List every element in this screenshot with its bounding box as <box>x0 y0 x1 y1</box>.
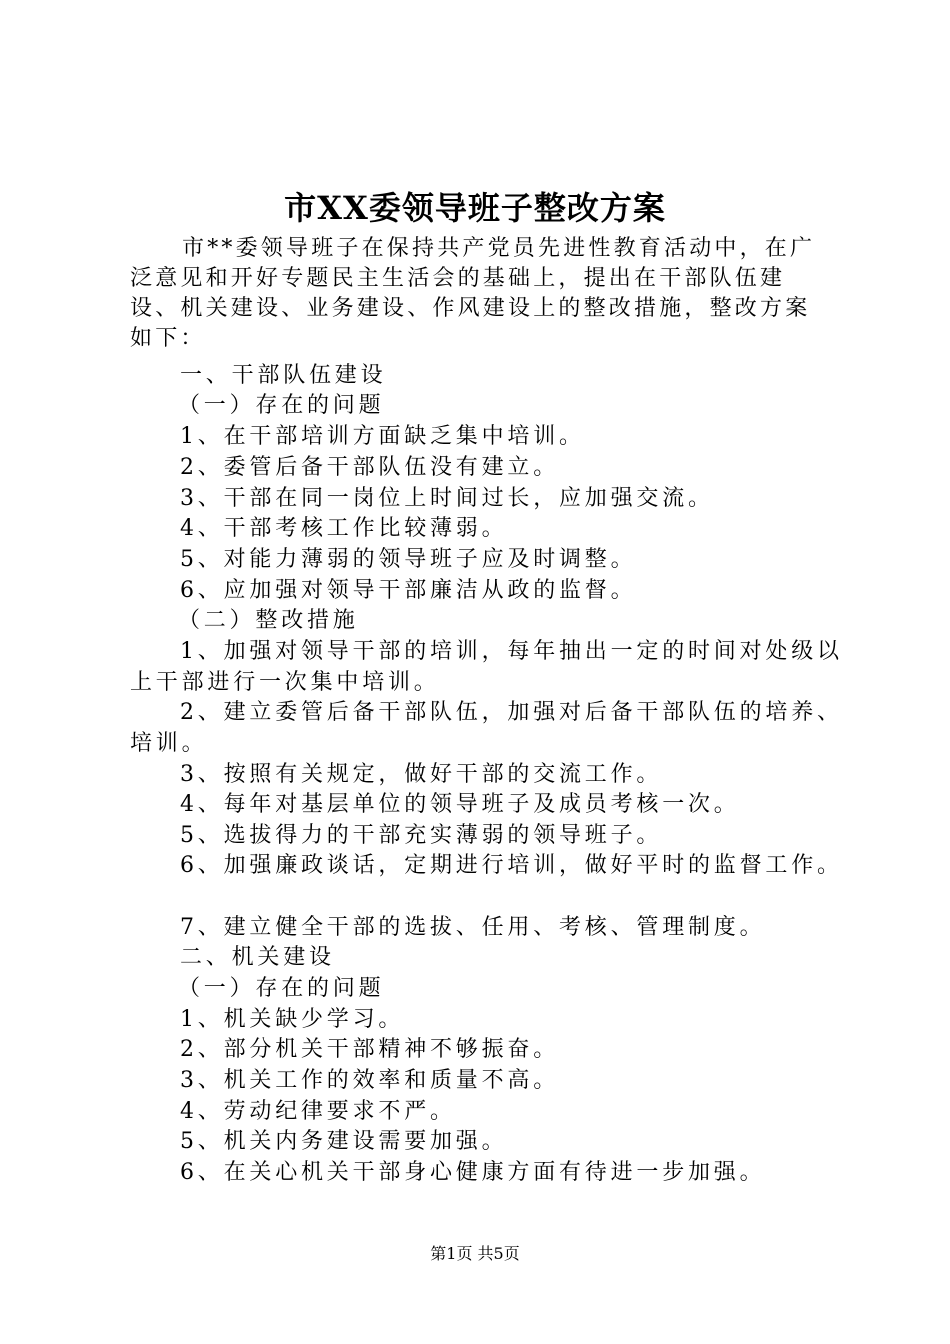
measure-item: 1、加强对领导干部的培训，每年抽出一定的时间对处级以 <box>180 639 843 664</box>
measure-item: 5、选拔得力的干部充实薄弱的领导班子。 <box>180 823 663 848</box>
measure-item-continued: 培训。 <box>130 731 208 756</box>
measure-item: 7、建立健全干部的选拔、任用、考核、管理制度。 <box>180 915 766 940</box>
subsection-measures-1: （二）整改措施 <box>178 608 359 633</box>
subsection-problems-1: （一）存在的问题 <box>178 393 385 418</box>
problem-item: 1、机关缺少学习。 <box>180 1007 405 1032</box>
problem-item: 6、应加强对领导干部廉洁从政的监督。 <box>180 578 637 603</box>
subsection-problems-2: （一）存在的问题 <box>178 976 385 1001</box>
problem-item: 2、委管后备干部队伍没有建立。 <box>180 455 559 480</box>
document-title: 市XX委领导班子整改方案 <box>284 189 666 227</box>
problem-item: 5、对能力薄弱的领导班子应及时调整。 <box>180 547 637 572</box>
problem-item: 4、干部考核工作比较薄弱。 <box>180 516 508 541</box>
problem-item: 3、干部在同一岗位上时间过长，应加强交流。 <box>180 486 714 511</box>
page-number-footer: 第1页 共5页 <box>430 1244 520 1263</box>
problem-item: 2、部分机关干部精神不够振奋。 <box>180 1037 559 1062</box>
problem-item: 6、在关心机关干部身心健康方面有待进一步加强。 <box>180 1160 766 1185</box>
problem-item: 1、在干部培训方面缺乏集中培训。 <box>180 424 585 449</box>
section-heading-1: 一、干部队伍建设 <box>180 363 387 388</box>
section-heading-2: 二、机关建设 <box>180 945 335 970</box>
problem-item: 5、机关内务建设需要加强。 <box>180 1129 508 1154</box>
measure-item: 2、建立委管后备干部队伍，加强对后备干部队伍的培养、 <box>180 700 843 725</box>
measure-item-continued: 上干部进行一次集中培训。 <box>130 670 440 695</box>
measure-item: 4、每年对基层单位的领导班子及成员考核一次。 <box>180 792 740 817</box>
intro-paragraph: 市**委领导班子在保持共产党员先进性教育活动中，在广泛意见和开好专题民主生活会的基础上，提出在干部队伍建设、机关建设、业务建设、作风建设上的整改措施，整改方案如下： <box>130 236 816 351</box>
problem-item: 3、机关工作的效率和质量不高。 <box>180 1068 559 1093</box>
measure-item: 6、加强廉政谈话，定期进行培训，做好平时的监督工作。 <box>180 853 843 878</box>
problem-item: 4、劳动纪律要求不严。 <box>180 1099 456 1124</box>
measure-item: 3、按照有关规定，做好干部的交流工作。 <box>180 762 663 787</box>
